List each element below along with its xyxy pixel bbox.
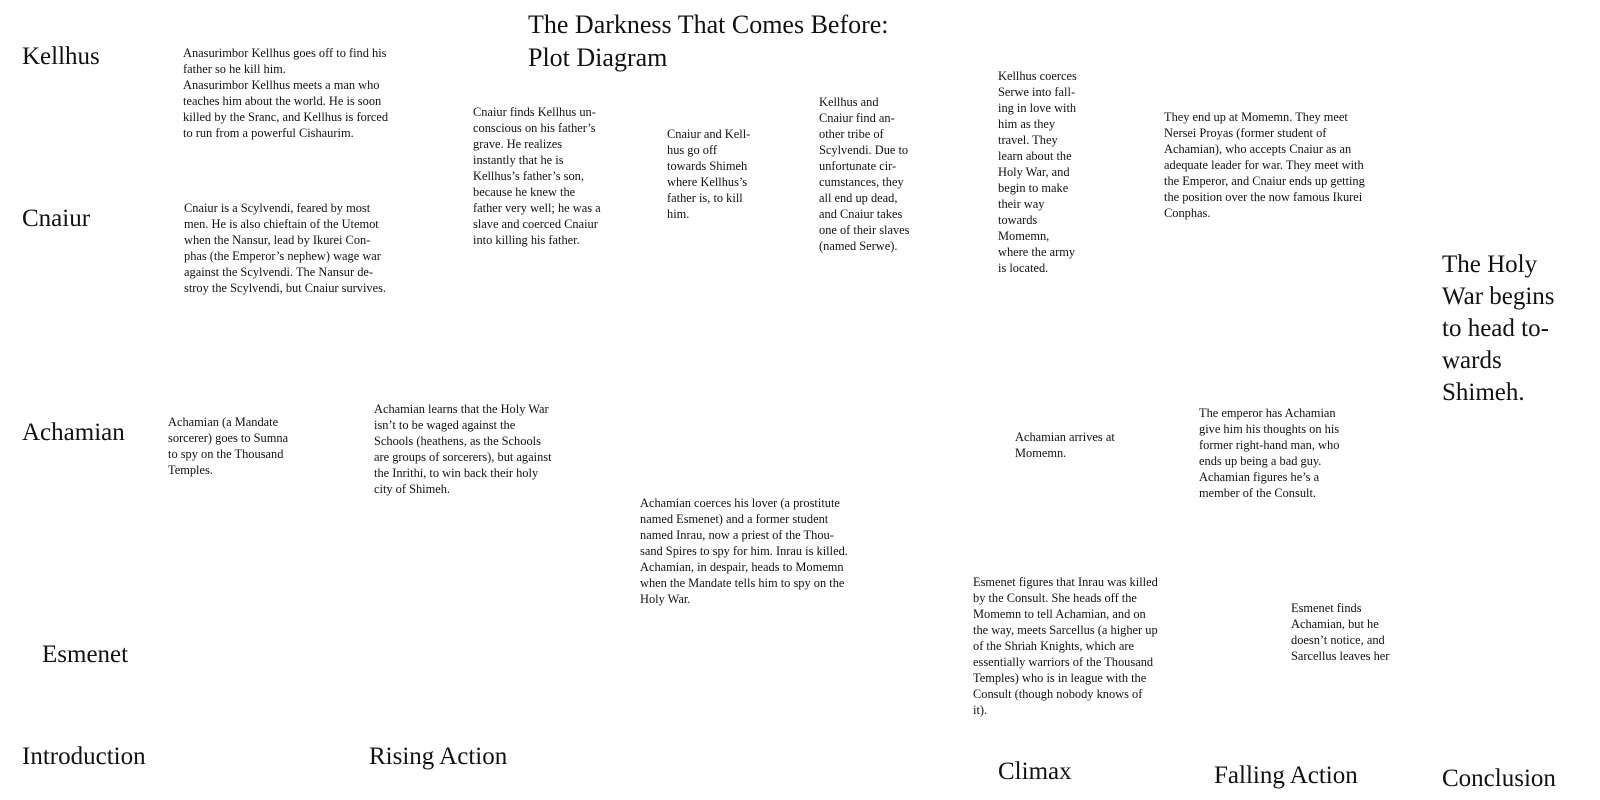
row-label-achamian: Achamian: [22, 419, 125, 446]
note-esmenet-finds-achamian: Esmenet finds Achamian, but he doesn’t notice, and Sarcellus leaves her: [1291, 601, 1390, 663]
note-kellhus-coerces-serwe: Kellhus coerces Serwe into fall- ing in love with him as they travel. They learn about the Holy War, and begin to make their way towards Momemn, where the army is located.: [998, 69, 1077, 275]
row-label-esmenet: Esmenet: [42, 641, 129, 668]
note-emperor-achamian: The emperor has Achamian give him his thoughts on his former right-hand man, who ends up being a bad guy. Achamian figures he’s a member of the Consult.: [1199, 406, 1340, 500]
note-achamian-arrives: Achamian arrives at Momemn.: [1015, 430, 1115, 460]
note-momemn-meeting: They end up at Momemn. They meet Nersei Proyas (former student of Achamian), who accepts Cnaiur as an adequate leader for war. They meet with the Emperor, and Cnaiur ends up getting the position over the now famous Ikurei Conphas.: [1164, 110, 1365, 220]
stage-introduction: Introduction: [22, 743, 146, 770]
row-label-cnaiur: Cnaiur: [22, 205, 91, 232]
page-title: The Darkness That Comes Before: Plot Diagram: [528, 10, 889, 72]
stage-conclusion: Conclusion: [1442, 765, 1556, 792]
note-kellhus-introduction: Anasurimbor Kellhus goes off to find his father so he kill him. Anasurimbor Kellhus meets a man who teaches him about the world. He is soon killed by the Sranc, and Kellhus is forced to run from a powerful Cishaurim.: [183, 46, 389, 140]
note-go-off-to-shimeh: Cnaiur and Kell- hus go off towards Shimeh where Kellhus’s father is, to kill him.: [667, 127, 751, 221]
note-cnaiur-introduction: Cnaiur is a Scylvendi, feared by most men. He is also chieftain of the Utemot when the Nansur, lead by Ikurei Con- phas (the Emperor’s nephew) wage war against the Scylvendi. The Nansur de- stroy the Scylvendi, but Cnaiur survives.: [184, 201, 387, 295]
note-cnaiur-finds-kellhus: Cnaiur finds Kellhus un- conscious on his father’s grave. He realizes instantly that he is Kellhus’s father’s son, because he knew the father very well; he was a slave and coerced Cnaiur into killing his father.: [473, 105, 601, 247]
stage-rising-action: Rising Action: [369, 743, 508, 770]
row-label-kellhus: Kellhus: [22, 43, 100, 70]
note-achamian-introduction: Achamian (a Mandate sorcerer) goes to Sumna to spy on the Thousand Temples.: [168, 415, 289, 477]
note-achamian-learns: Achamian learns that the Holy War isn’t to be waged against the Schools (heathens, as the Schools are groups of sorcerers), but against the Inrithi, to win back their holy city of Shimeh.: [374, 402, 552, 496]
note-holy-war-begins: The Holy War begins to head to- wards Shimeh.: [1442, 251, 1555, 406]
note-esmenet-figures: Esmenet figures that Inrau was killed by the Consult. She heads off the Momemn to tell Achamian, and on the way, meets Sarcellus (a higher up of the Shriah Knights, which are essentially warriors of the Thousand Temples) who is in league with the Consult (though nobody knows of it).: [973, 575, 1158, 717]
note-achamian-coerces: Achamian coerces his lover (a prostitute named Esmenet) and a former student named Inrau, now a priest of the Thou- sand Spires to spy for him. Inrau is killed. Achamian, in despair, heads to Momemn when the Mandate tells him to spy on the Holy War.: [640, 496, 848, 606]
note-another-tribe: Kellhus and Cnaiur find an- other tribe of Scylvendi. Due to unfortunate cir- cumstances, they all end up dead, and Cnaiur takes one of their slaves (named Serwe).: [819, 95, 910, 253]
stage-climax: Climax: [998, 758, 1072, 785]
stage-falling-action: Falling Action: [1214, 762, 1358, 789]
